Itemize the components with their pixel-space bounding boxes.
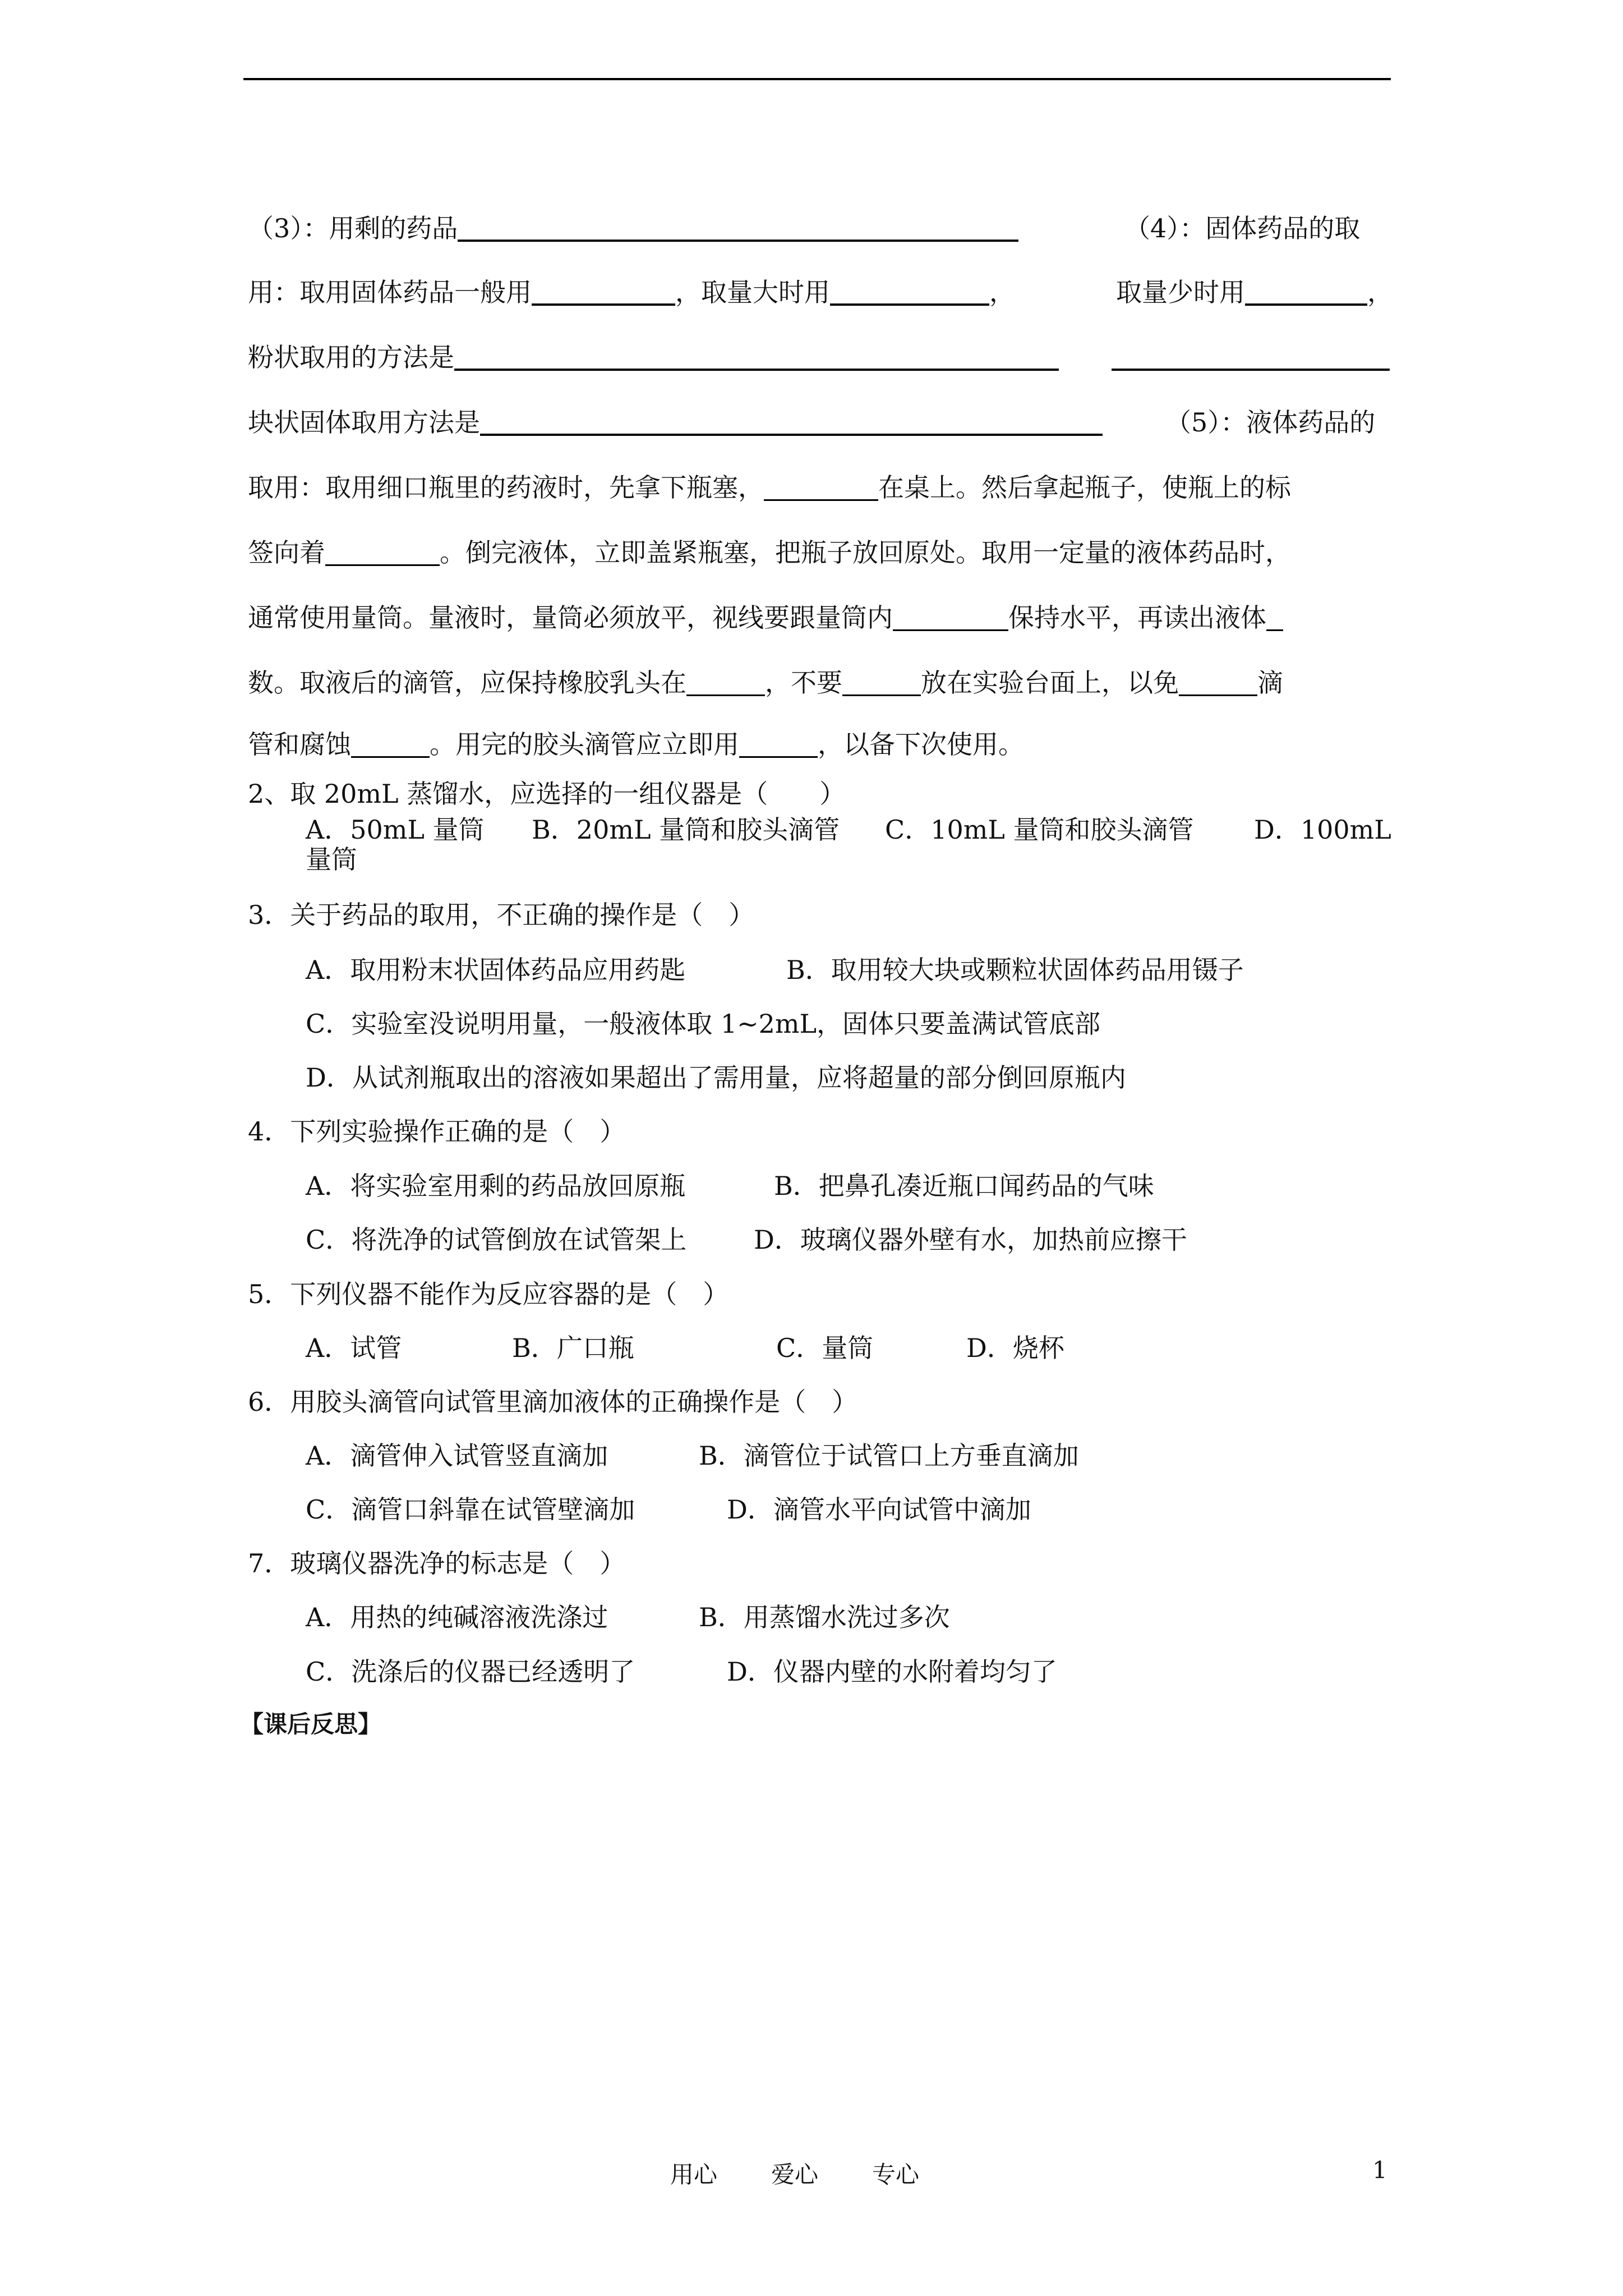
question-7-option-b[interactable]: B．用蒸馏水洗过多次 <box>699 1602 950 1632</box>
fill-line-9 <box>248 729 1024 760</box>
question-4-option-b[interactable]: B．把鼻孔凑近瓶口闻药品的气味 <box>774 1171 1154 1201</box>
answer-blank[interactable] <box>454 346 1059 371</box>
question-2-stem: 2、取 20mL 蒸馏水，应选择的一组仪器是（ ） <box>248 779 846 809</box>
answer-blank[interactable] <box>1112 346 1390 371</box>
prompt-text: ， <box>989 277 1015 307</box>
prompt-text: ，取量大时用 <box>675 277 830 307</box>
prompt-text: 。倒完液体，立即盖紧瓶塞，把瓶子放回原处。取用一定量的液体药品时， <box>440 537 1291 568</box>
prompt-text: 签向着 <box>248 537 325 568</box>
prompt-text: （5）：液体药品的 <box>1165 407 1376 438</box>
answer-blank[interactable] <box>532 281 675 306</box>
answer-blank[interactable] <box>830 281 989 306</box>
fill-line-2-right <box>1116 279 1393 305</box>
footer-motto-2: 爱心 <box>771 2161 819 2188</box>
prompt-text: ， <box>1367 277 1393 307</box>
answer-blank[interactable] <box>351 734 430 758</box>
question-3-option-c[interactable]: C．实验室没说明用量，一般液体取 1~2mL，固体只要盖满试管底部 <box>306 1009 1101 1039</box>
fill-line-5 <box>248 472 1291 503</box>
question-3-stem: 3．关于药品的取用，不正确的操作是（ ） <box>248 900 755 930</box>
question-6-option-b[interactable]: B．滴管位于试管口上方垂直滴加 <box>699 1441 1079 1471</box>
prompt-text: （4）：固体药品的取 <box>1124 213 1361 243</box>
question-5-option-b[interactable]: B．广口瓶 <box>512 1333 634 1363</box>
prompt-text: 在桌上。然后拿起瓶子，使瓶上的标 <box>878 472 1291 503</box>
answer-blank[interactable] <box>480 411 1103 436</box>
question-6-option-a[interactable]: A．滴管伸入试管竖直滴加 <box>306 1441 608 1471</box>
prompt-text: ，不要 <box>765 668 842 698</box>
reflection-heading: 【课后反思】 <box>240 1710 382 1738</box>
prompt-text: 。用完的胶头滴管应立即用 <box>430 729 739 760</box>
fill-line-4-right <box>1165 407 1376 438</box>
question-6-option-d[interactable]: D．滴管水平向试管中滴加 <box>727 1494 1031 1525</box>
answer-blank[interactable] <box>764 477 878 501</box>
answer-blank[interactable] <box>1179 672 1257 696</box>
question-6-option-c[interactable]: C．滴管口斜靠在试管壁滴加 <box>306 1494 635 1525</box>
fill-line-8 <box>248 670 1283 696</box>
prompt-text: 通常使用量筒。量液时，量筒必须放平，视线要跟量筒内 <box>248 602 893 633</box>
fill-line-1 <box>248 215 1018 241</box>
question-7-stem: 7．玻璃仪器洗净的标志是（ ） <box>248 1548 626 1579</box>
question-2-option-c[interactable]: C．10mL 量筒和胶头滴管 <box>885 815 1194 845</box>
prompt-text: 用：取用固体药品一般用 <box>248 277 532 307</box>
prompt-text: 取量少时用 <box>1116 277 1245 307</box>
answer-blank[interactable] <box>686 672 765 696</box>
page-number: 1 <box>1372 2156 1387 2184</box>
question-7-option-c[interactable]: C．洗涤后的仪器已经透明了 <box>306 1657 635 1687</box>
prompt-text: 数。取液后的滴管，应保持橡胶乳头在 <box>248 668 686 698</box>
question-3-option-b[interactable]: B．取用较大块或颗粒状固体药品用镊子 <box>786 955 1244 985</box>
answer-blank[interactable] <box>458 217 1018 242</box>
answer-blank[interactable] <box>893 607 1008 631</box>
answer-blank[interactable] <box>1266 607 1283 631</box>
prompt-text: ，以备下次使用。 <box>818 729 1024 760</box>
question-4-option-c[interactable]: C．将洗净的试管倒放在试管架上 <box>306 1225 687 1255</box>
answer-blank[interactable] <box>325 542 440 566</box>
fill-line-6 <box>248 537 1291 568</box>
question-5-option-a[interactable]: A．试管 <box>306 1333 402 1363</box>
question-2-option-d-cont: 量筒 <box>306 844 357 875</box>
prompt-text: 保持水平，再读出液体 <box>1008 602 1266 633</box>
footer-motto-1: 用心 <box>670 2161 718 2188</box>
header-rule <box>243 78 1391 80</box>
fill-line-2 <box>248 279 1015 305</box>
fill-line-7 <box>248 602 1283 633</box>
fill-line-1-right <box>1124 215 1360 241</box>
question-5-option-d[interactable]: D．烧杯 <box>966 1333 1064 1363</box>
question-4-stem: 4．下列实验操作正确的是（ ） <box>248 1116 626 1147</box>
fill-line-3 <box>248 344 1059 370</box>
footer-motto-3: 专心 <box>872 2161 920 2188</box>
prompt-text: 放在实验台面上，以免 <box>921 668 1179 698</box>
question-4-option-a[interactable]: A．将实验室用剩的药品放回原瓶 <box>306 1171 686 1201</box>
question-2-option-d[interactable]: D．100mL <box>1254 815 1391 845</box>
question-6-stem: 6．用胶头滴管向试管里滴加液体的正确操作是（ ） <box>248 1387 858 1417</box>
answer-blank[interactable] <box>1245 281 1367 306</box>
prompt-text: 块状固体取用方法是 <box>248 407 480 438</box>
prompt-text: 粉状取用的方法是 <box>248 342 454 372</box>
question-2-option-b[interactable]: B．20mL 量筒和胶头滴管 <box>532 815 840 845</box>
question-4-option-d[interactable]: D．玻璃仪器外壁有水，加热前应擦干 <box>754 1225 1187 1255</box>
question-7-option-a[interactable]: A．用热的纯碱溶液洗涤过 <box>306 1602 608 1632</box>
question-7-option-d[interactable]: D．仪器内壁的水附着均匀了 <box>727 1657 1057 1687</box>
question-5-option-c[interactable]: C．量筒 <box>776 1333 874 1363</box>
question-2-option-a[interactable]: A．50mL 量筒 <box>306 815 485 845</box>
prompt-text: （3）：用剩的药品 <box>248 213 458 243</box>
prompt-text: 取用：取用细口瓶里的药液时，先拿下瓶塞， <box>248 472 764 503</box>
answer-blank[interactable] <box>739 734 818 758</box>
question-3-option-a[interactable]: A．取用粉末状固体药品应用药匙 <box>306 955 686 985</box>
question-3-option-d[interactable]: D．从试剂瓶取出的溶液如果超出了需用量，应将超量的部分倒回原瓶内 <box>306 1062 1126 1093</box>
fill-line-3-right <box>1112 344 1390 370</box>
prompt-text: 滴 <box>1257 668 1283 698</box>
fill-line-4 <box>248 407 1103 438</box>
prompt-text: 管和腐蚀 <box>248 729 351 760</box>
answer-blank[interactable] <box>842 672 921 696</box>
question-5-stem: 5．下列仪器不能作为反应容器的是（ ） <box>248 1279 729 1309</box>
